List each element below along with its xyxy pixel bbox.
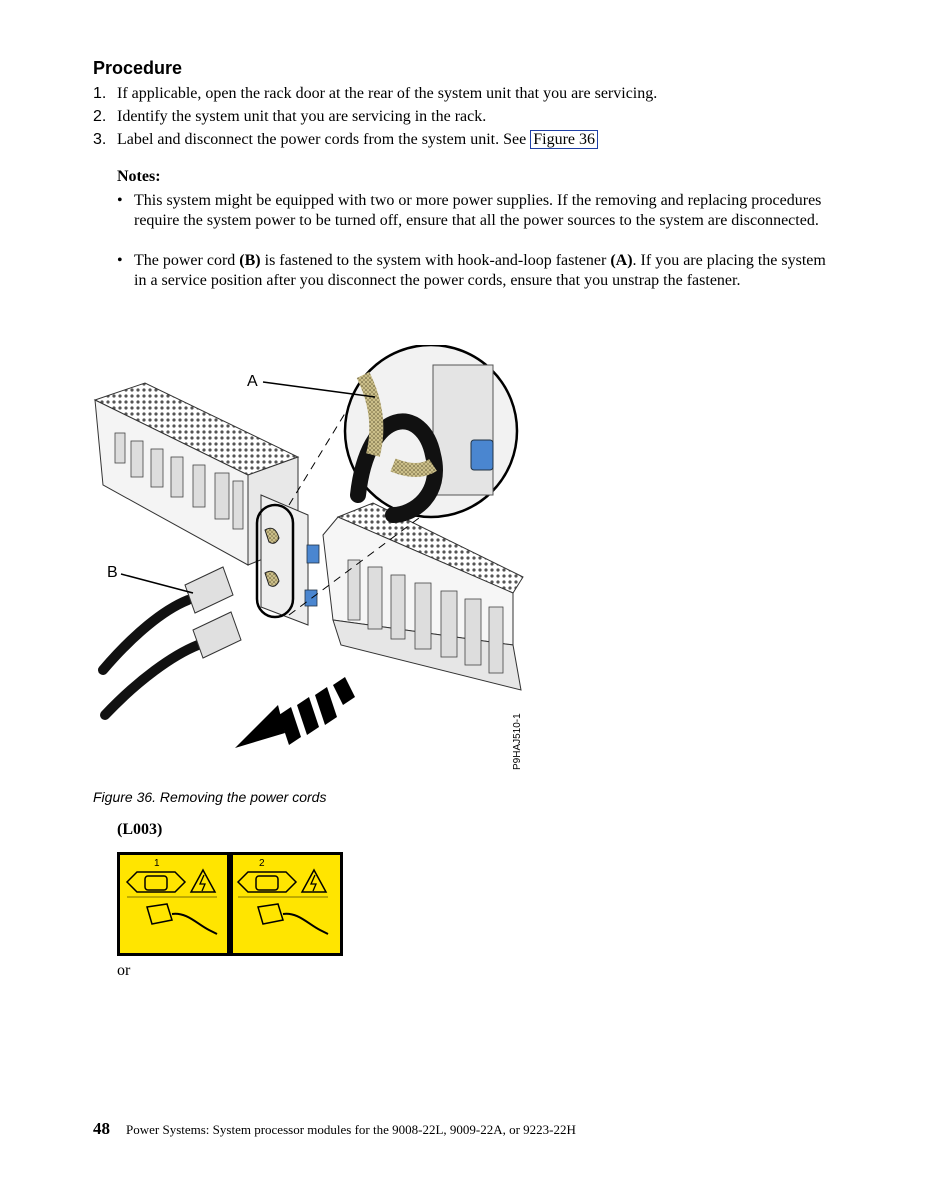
note-text-part: is fastened to the system with hook-and-loop fastener bbox=[260, 252, 611, 269]
step-number: 1. bbox=[93, 85, 107, 102]
step-text bbox=[117, 130, 598, 150]
callout-a: A bbox=[247, 373, 258, 390]
note-text-part: The power cord bbox=[134, 252, 240, 269]
figure-id: P9HAJ510-1 bbox=[512, 713, 523, 770]
bullet-icon: • bbox=[117, 252, 123, 269]
safety-panel-1 bbox=[120, 855, 227, 953]
server-chassis-front bbox=[323, 503, 523, 690]
or-separator: or bbox=[117, 962, 131, 979]
power-supply-module bbox=[257, 495, 319, 625]
panel-number: 1 bbox=[154, 858, 160, 869]
section-heading: Procedure bbox=[93, 58, 183, 78]
callout-ref-a: (A) bbox=[610, 252, 633, 269]
panel-number: 2 bbox=[259, 858, 265, 869]
step-text: Identify the system unit that you are servicing in the rack. bbox=[117, 108, 487, 125]
notes-label: Notes: bbox=[117, 168, 161, 185]
figure-36-link[interactable]: Figure 36 bbox=[530, 130, 598, 149]
figure-caption: Figure 36. Removing the power cords bbox=[93, 789, 327, 805]
step-text: If applicable, open the rack door at the rear of the system unit that you are servicing. bbox=[117, 85, 658, 102]
power-cord-removal-figure bbox=[93, 345, 533, 780]
callout-b-leader bbox=[121, 574, 193, 593]
safety-panel-2 bbox=[233, 855, 340, 953]
safety-label-l003 bbox=[117, 852, 343, 956]
power-cords bbox=[103, 567, 241, 715]
callout-ref-b: (B) bbox=[239, 252, 261, 269]
step-number: 2. bbox=[93, 108, 107, 125]
step-number: 3. bbox=[93, 131, 107, 148]
page-footer bbox=[93, 1119, 576, 1139]
callout-b: B bbox=[107, 564, 118, 581]
page-number: 48 bbox=[93, 1119, 110, 1138]
document-title: Power Systems: System processor modules for the 9008-22L, 9009-22A, or 9223-22H bbox=[126, 1122, 576, 1137]
note-text bbox=[134, 251, 834, 291]
removal-direction-arrow bbox=[235, 677, 355, 748]
note-text: This system might be equipped with two or more power supplies. If the removing and replacing procedures require the system power to be turned off, ensure that all the power sources to the system are disconnected. bbox=[134, 192, 822, 229]
safety-label-code: (L003) bbox=[117, 821, 163, 838]
note-text-part: . If you are placing the system in a service position after you disconnect the power cords, ensure that you unstrap the fastener. bbox=[134, 252, 826, 289]
step-text-body: Label and disconnect the power cords from the system unit. See bbox=[117, 131, 531, 148]
bullet-icon: • bbox=[117, 192, 123, 209]
